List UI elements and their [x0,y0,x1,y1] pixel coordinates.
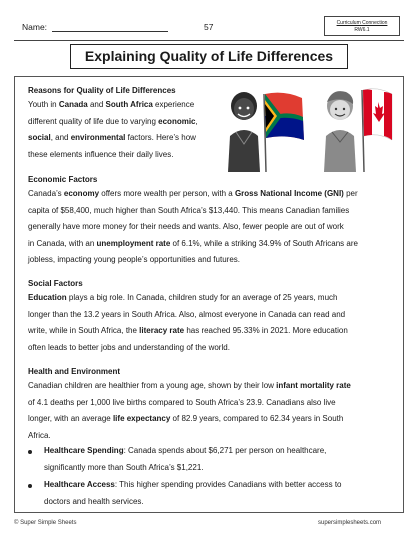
text: offers more wealth per person, with a [99,189,235,198]
social-line [28,323,348,340]
social-line [28,290,348,307]
curriculum-connection-box [324,16,400,36]
reasons-line [28,97,198,114]
economic-line [28,236,358,253]
bullet-line: significantly more than South Africa’s $1,221. [44,462,204,472]
section-heading-social: Social Factors [28,279,83,288]
curriculum-title: Curriculum Connection [336,20,388,26]
text: , and [50,133,71,143]
text: of 6.1%, while a striking 34.9% of South Africans are [170,238,358,248]
reasons-paragraph [28,97,198,163]
bullet-line [44,443,326,460]
text-bold: Gross National Income (GNI) [234,189,344,198]
name-field-line[interactable] [52,31,168,32]
text: of 82.9 years, compared to 62.34 years in South [170,414,344,424]
curriculum-code: RW6.1 [354,27,370,33]
text: : This higher spending provides Canadians with better access to [114,480,342,489]
section-heading-economic: Economic Factors [28,175,98,184]
footer-website: supersimplesheets.com [318,520,382,526]
text: Youth in [28,100,59,109]
page-title: Explaining Quality of Life Differences [70,44,348,69]
text: write, while in South Africa, the [28,326,140,336]
bullet-icon [28,484,32,488]
text-bold: environmental [70,133,126,143]
bullet-healthcare-access [44,477,342,510]
text-bold: literacy rate [139,326,185,336]
health-line [28,411,351,428]
canada-flag-icon [362,89,392,172]
page-number: 57 [204,22,214,32]
text: longer, with an average [28,414,113,424]
economic-line: capita of $58,400, much higher than South Africa’s $13,440. This means Canadian families [28,205,350,215]
bullet-line [44,477,342,494]
bullet-healthcare-spending [44,443,326,476]
text-bold: Canada [58,100,88,109]
text-bold: Healthcare Spending [44,446,124,455]
text: factors. Here’s how [125,133,196,143]
text-bold: infant mortality rate [276,381,351,390]
text-bold: South Africa [105,100,153,109]
text: different quality of life due to varying [28,116,159,126]
text: experience [152,100,195,109]
text: per [343,189,358,198]
text: and [87,100,106,109]
footer-copyright: © Super Simple Sheets [14,520,77,526]
text-bold: economic [158,116,196,126]
social-paragraph [28,290,348,356]
south-africa-flag-icon [264,93,304,172]
text: plays a big role. In Canada, children study for an average of 25 years, much [66,293,338,302]
reasons-line [28,114,198,131]
header-divider [14,40,404,41]
text: in Canada, with an [28,238,97,248]
health-paragraph [28,378,351,444]
text-bold: unemployment rate [96,238,171,248]
economic-line: generally have more money for their needs and wants. Also, fewer people are out of work [28,222,344,232]
text-bold: Education [28,293,67,302]
name-label: Name: [22,22,48,32]
children-with-flags-illustration [222,84,394,172]
text-bold: economy [63,189,100,198]
reasons-line [28,130,198,147]
text-bold: Healthcare Access [44,480,115,489]
text: has reached 95.33% in 2021. More education [184,326,348,336]
social-line: often leads to better jobs and understanding of the world. [28,342,230,352]
text-bold: social [28,133,51,143]
economic-line: jobless, impacting young people’s opportunities and futures. [28,255,240,265]
text: : Canada spends about $6,271 per person on healthcare, [123,446,327,455]
child-canada-icon [324,91,356,172]
text: Canada’s [28,189,64,198]
health-line: of 4.1 deaths per 1,000 live births compared to South Africa’s 23.9. Canadians also live [28,397,336,407]
text-bold: life expectancy [112,414,171,424]
economic-paragraph [28,186,358,269]
section-heading-health: Health and Environment [28,367,121,376]
child-south-africa-icon [228,92,260,172]
text: Canadian children are healthier from a young age, shown by their low [28,381,277,390]
worksheet-header [14,16,404,38]
social-line: longer than the 13.2 years in South Africa. Also, almost everyone in Canada can read and [28,309,346,319]
health-line [28,378,351,395]
bullet-line: doctors and health services. [44,496,144,506]
reasons-line: these elements influence their daily lives. [28,149,174,159]
bullet-icon [28,450,32,454]
text: , [195,116,198,126]
economic-line [28,186,358,203]
health-line: Africa. [28,430,51,440]
section-heading-reasons: Reasons for Quality of Life Differences [28,86,176,95]
